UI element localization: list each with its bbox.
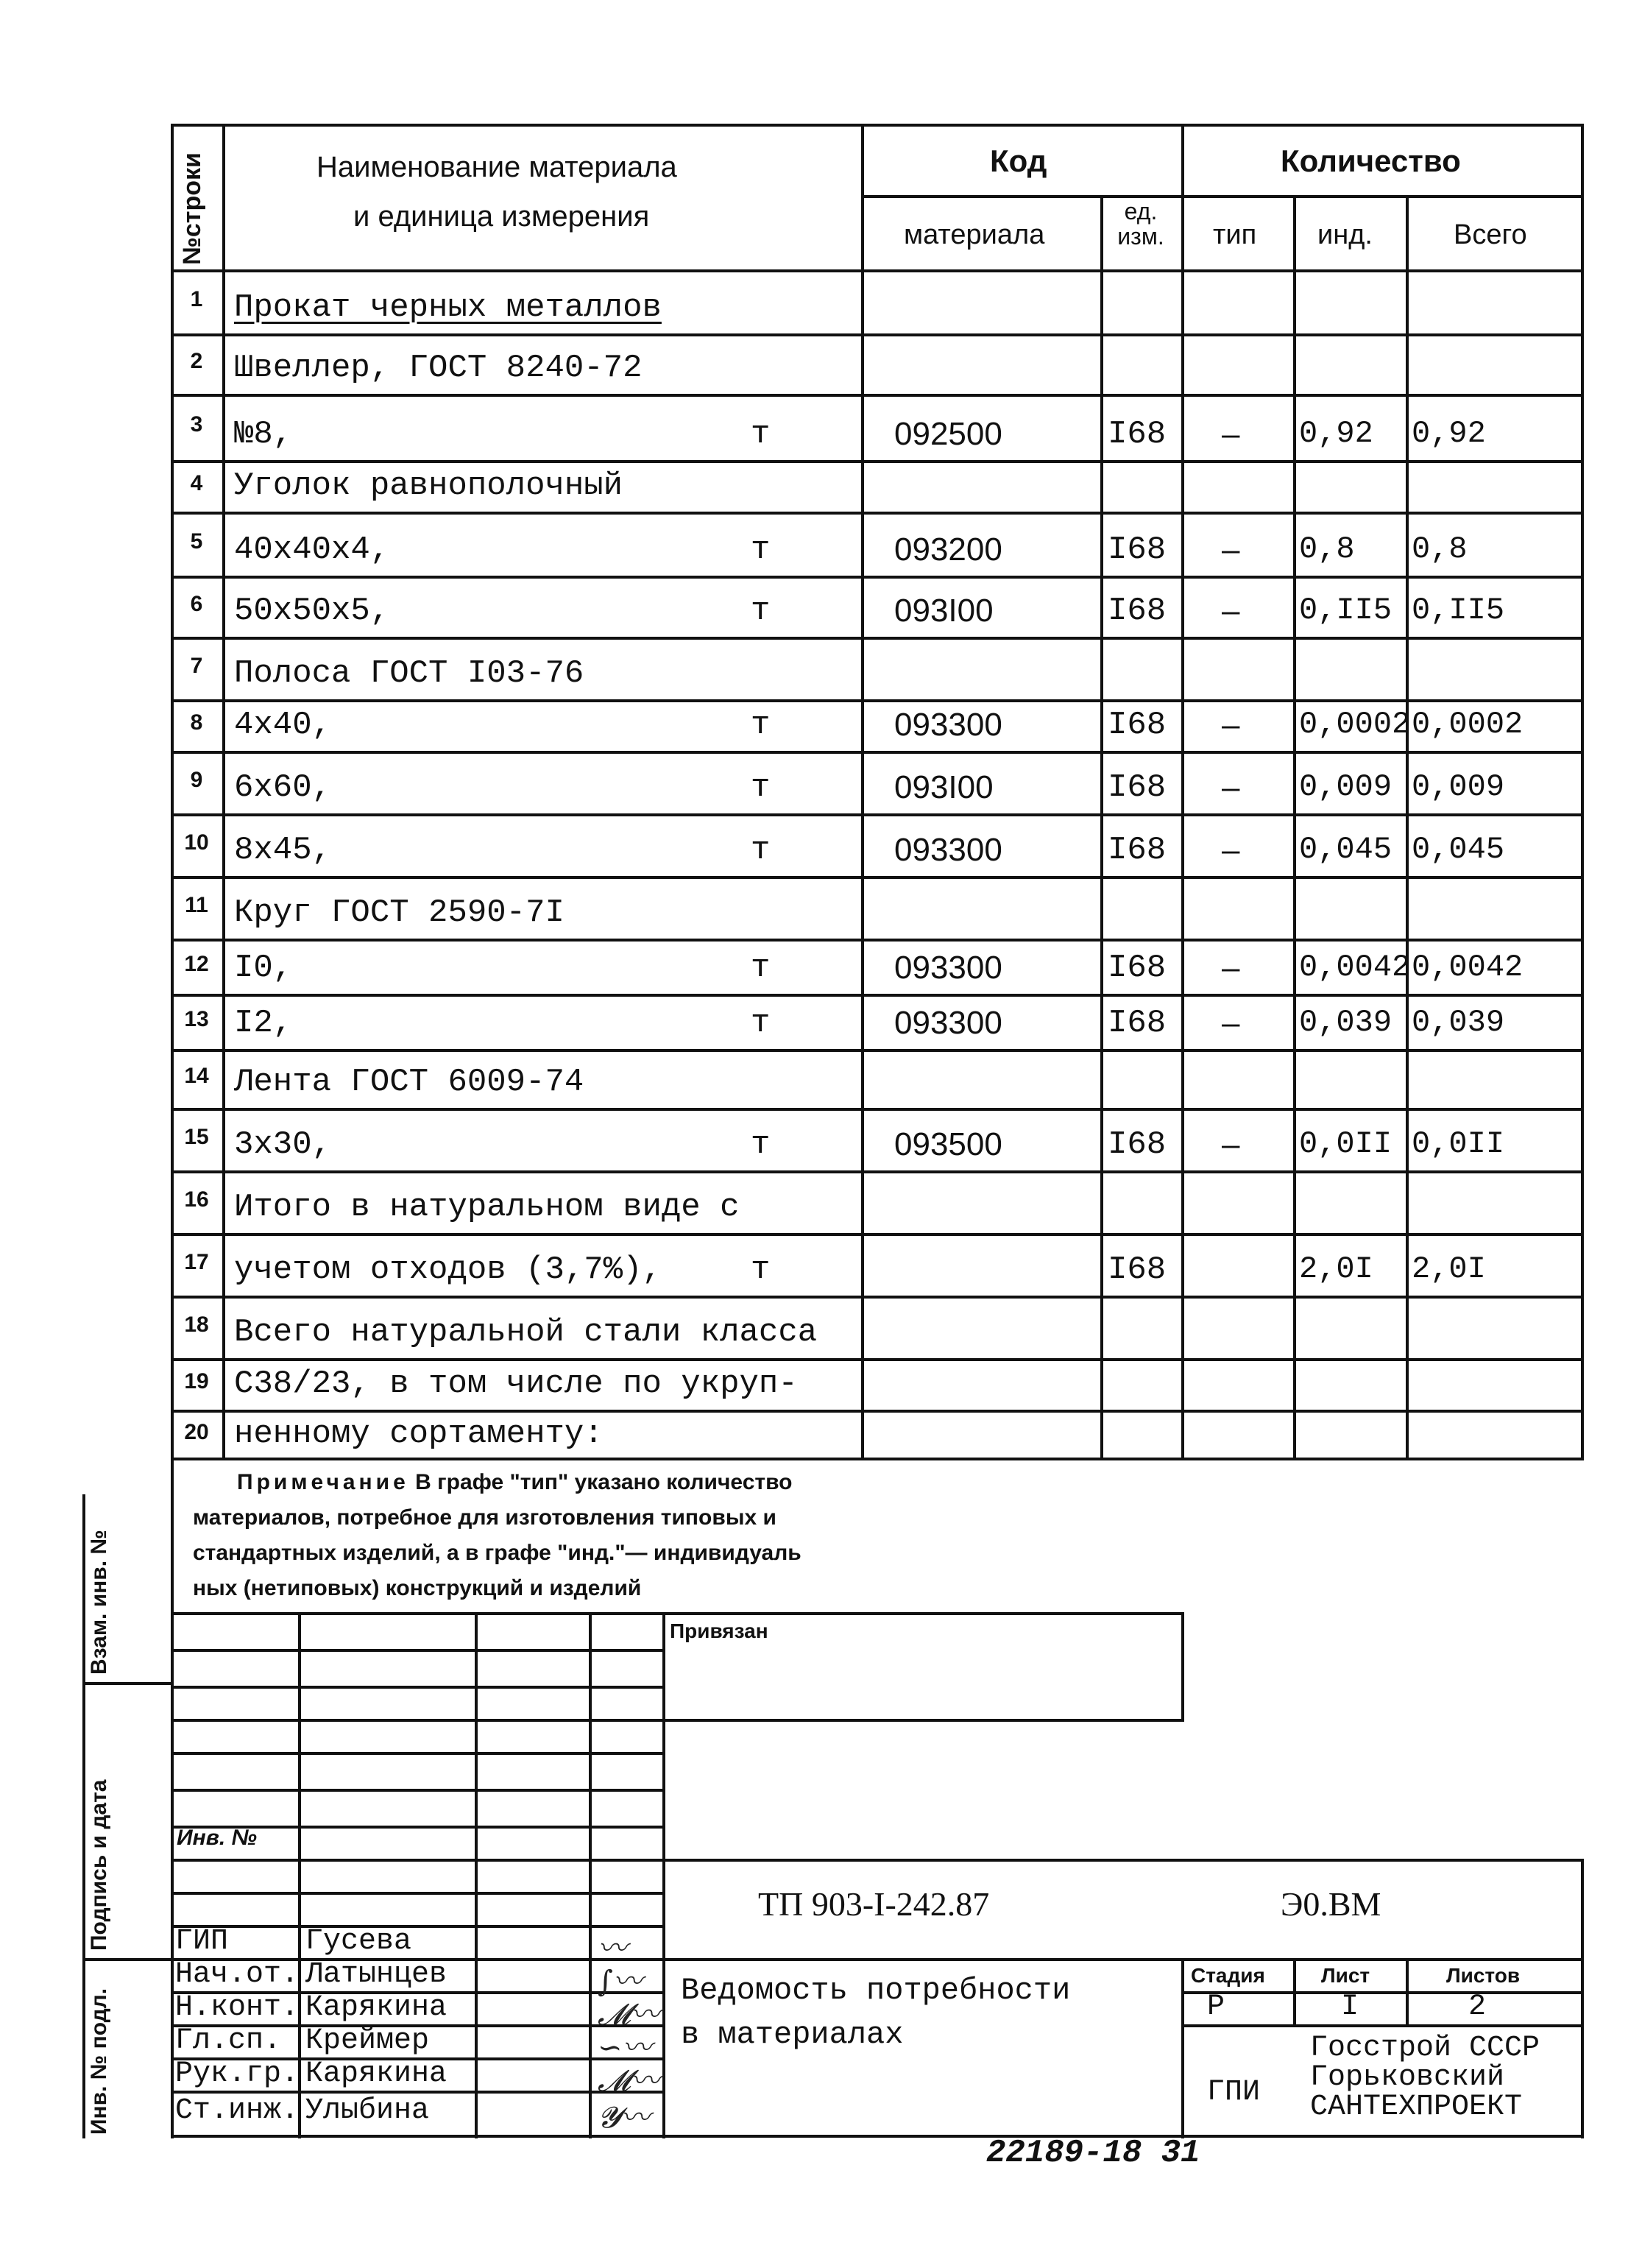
- material-name: 8x45,: [234, 832, 332, 869]
- qty-ind: 0,0002: [1299, 707, 1411, 742]
- unit-code: I68: [1108, 416, 1167, 453]
- unit-code: I68: [1108, 769, 1167, 806]
- signer-role: ГИП: [175, 1925, 229, 1958]
- signer-name: Карякина: [305, 1991, 447, 2024]
- material-unit: т: [751, 950, 771, 986]
- material-name: №8,: [234, 416, 293, 453]
- material-code: 093300: [894, 950, 1002, 986]
- side-inv-podl: Инв. № подл.: [87, 1988, 111, 2135]
- signer-name: Гусева: [305, 1925, 412, 1958]
- signer-role: Гл.сп.: [175, 2024, 282, 2057]
- material-code: 093300: [894, 707, 1002, 743]
- row-number: 13: [184, 1006, 209, 1031]
- material-code: 093I00: [894, 593, 994, 629]
- signature-kreymer: ∽〰: [598, 2031, 652, 2065]
- row-number-header: №строки: [178, 152, 206, 265]
- code-header: Код: [990, 144, 1047, 178]
- signer-name: Карякина: [305, 2057, 447, 2091]
- row-number: 19: [184, 1369, 209, 1393]
- material-name: 40x40x4,: [234, 531, 390, 568]
- document-code: ТП 903-I-242.87: [758, 1885, 990, 1923]
- material-name: Итого в натуральном виде с: [234, 1189, 740, 1226]
- signature-ulybina: 𝓨〰: [598, 2101, 651, 2135]
- code-material-header: материала: [904, 219, 1045, 250]
- note-line3: стандартных изделий, а в графе "инд."— индивидуаль: [193, 1541, 801, 1565]
- material-name: Лента ГОСТ 6009-74: [234, 1064, 584, 1101]
- qty-total: 0,039: [1412, 1005, 1505, 1040]
- signer-role: Н.конт.: [175, 1991, 300, 2024]
- material-unit: т: [751, 593, 771, 629]
- footer-number: 22189-18 31: [986, 2135, 1200, 2172]
- material-unit: т: [751, 1126, 771, 1163]
- material-name: 3x30,: [234, 1126, 332, 1163]
- qty-type: –: [1222, 950, 1240, 986]
- material-name: Прокат черных металлов: [234, 289, 662, 326]
- qty-type: –: [1222, 832, 1240, 868]
- qty-ind: 0,92: [1299, 416, 1373, 451]
- org-line1: Госстрой СССР: [1310, 2032, 1540, 2065]
- stage-value: Р: [1207, 1990, 1225, 2024]
- signature-latyntsev: ∫〰: [598, 1965, 643, 1999]
- org-prefix: ГПИ: [1207, 2076, 1261, 2109]
- qty-total: 0,8: [1412, 531, 1468, 567]
- stage-label: Стадия: [1191, 1964, 1265, 1987]
- unit-code: I68: [1108, 531, 1167, 568]
- qty-total: 0,045: [1412, 832, 1505, 867]
- qty-total: 0,009: [1412, 769, 1505, 805]
- qty-total: 0,0002: [1412, 707, 1524, 742]
- material-name: Круг ГОСТ 2590-7I: [234, 894, 565, 931]
- note-lead: Примечание: [237, 1470, 409, 1494]
- document-title-line2: в материалах: [681, 2017, 904, 2052]
- inv-no-label: Инв. №: [177, 1826, 257, 1850]
- privyazan-label: Привязан: [670, 1619, 768, 1642]
- qty-total: 0,II5: [1412, 593, 1505, 628]
- row-number: 1: [190, 286, 203, 311]
- material-code: 093300: [894, 832, 1002, 868]
- signer-name: Креймер: [305, 2024, 430, 2057]
- material-unit: т: [751, 531, 771, 568]
- qty-type: –: [1222, 707, 1240, 743]
- signer-role: Рук.гр.: [175, 2057, 300, 2091]
- qty-ind: 0,0II: [1299, 1126, 1392, 1162]
- row-number: 10: [184, 830, 209, 855]
- qty-ind: 2,0I: [1299, 1251, 1373, 1287]
- unit-code: I68: [1108, 1126, 1167, 1163]
- material-name: 4x40,: [234, 707, 332, 743]
- material-name: I0,: [234, 950, 293, 986]
- material-name: Швеллер, ГОСТ 8240-72: [234, 350, 643, 386]
- row-number: 7: [190, 653, 203, 678]
- material-name: Уголок равнополочный: [234, 467, 623, 504]
- qty-type: –: [1222, 769, 1240, 805]
- side-podpis: Подпись и дата: [87, 1779, 111, 1951]
- sheet-value: I: [1341, 1990, 1359, 2024]
- row-number: 20: [184, 1420, 209, 1444]
- note-line4: ных (нетиповых) конструкций и изделий: [193, 1576, 642, 1600]
- sheets-value: 2: [1468, 1990, 1487, 2024]
- unit-code: I68: [1108, 832, 1167, 869]
- signer-role: Ст.инж.: [175, 2094, 300, 2127]
- row-number: 6: [190, 591, 203, 616]
- row-number: 5: [190, 529, 203, 554]
- qty-ind: 0,8: [1299, 531, 1355, 567]
- quantity-header: Количество: [1281, 144, 1461, 178]
- material-name: Полоса ГОСТ I03-76: [234, 655, 584, 692]
- unit-code: I68: [1108, 1005, 1167, 1042]
- note-line2: материалов, потребное для изготовления типовых и: [193, 1505, 776, 1530]
- material-name: I2,: [234, 1005, 293, 1042]
- row-number: 4: [190, 471, 203, 495]
- qty-type-header: тип: [1213, 219, 1257, 250]
- material-code: 093500: [894, 1126, 1002, 1162]
- material-code: 093200: [894, 531, 1002, 568]
- material-name: ненному сортаменту:: [234, 1416, 604, 1452]
- signer-name: Латынцев: [305, 1958, 447, 1991]
- unit-code: I68: [1108, 1251, 1167, 1288]
- qty-type: –: [1222, 1005, 1240, 1041]
- qty-ind-header: инд.: [1317, 219, 1373, 250]
- row-number: 14: [184, 1064, 209, 1088]
- unit-header: и единица измерения: [353, 200, 650, 233]
- signer-name: Улыбина: [305, 2094, 430, 2127]
- org-line2: Горьковский: [1310, 2061, 1505, 2094]
- document-title-line1: Ведомость потребности: [681, 1973, 1071, 2008]
- material-name: учетом отходов (3,7%),: [234, 1251, 662, 1288]
- qty-total: 0,92: [1412, 416, 1486, 451]
- signature-karyakina-1: 𝓜〰: [598, 1998, 660, 2032]
- qty-ind: 0,009: [1299, 769, 1392, 805]
- material-unit: т: [751, 416, 771, 453]
- material-name: 50x50x5,: [234, 593, 390, 629]
- unit-code: I68: [1108, 593, 1167, 629]
- qty-ind: 0,045: [1299, 832, 1392, 867]
- qty-type: –: [1222, 531, 1240, 568]
- org-line3: САНТЕХПРОЕКТ: [1310, 2091, 1523, 2124]
- row-number: 9: [190, 767, 203, 792]
- row-number: 17: [184, 1249, 209, 1274]
- material-code: 093I00: [894, 769, 994, 805]
- qty-total-header: Всего: [1454, 219, 1527, 250]
- qty-ind: 0,039: [1299, 1005, 1392, 1040]
- signature-karyakina-2: 𝓜〰: [598, 2064, 660, 2098]
- row-number: 12: [184, 951, 209, 976]
- sheets-label: Листов: [1446, 1964, 1521, 1987]
- qty-total: 2,0I: [1412, 1251, 1486, 1287]
- note: [193, 1465, 801, 1606]
- material-unit: т: [751, 769, 771, 806]
- material-name: 6x60,: [234, 769, 332, 806]
- row-number: 3: [190, 412, 203, 437]
- sheet-label: Лист: [1321, 1964, 1370, 1987]
- code-unit-header: ед. изм.: [1117, 198, 1164, 250]
- row-number: 2: [190, 349, 203, 373]
- material-unit: т: [751, 1005, 771, 1042]
- unit-code: I68: [1108, 707, 1167, 743]
- side-vzam-inv: Взам. инв. №: [87, 1530, 111, 1675]
- note-line1: В графе "тип" указано количество: [415, 1470, 793, 1494]
- qty-type: –: [1222, 416, 1240, 452]
- signer-role: Нач.от.: [175, 1958, 300, 1991]
- signature-gusev: 〰: [598, 1932, 627, 1965]
- row-number: 8: [190, 710, 203, 735]
- row-number: 18: [184, 1312, 209, 1337]
- unit-code: I68: [1108, 950, 1167, 986]
- qty-total: 0,0II: [1412, 1126, 1505, 1162]
- row-number: 16: [184, 1187, 209, 1212]
- qty-type: –: [1222, 1126, 1240, 1162]
- row-number: 15: [184, 1124, 209, 1149]
- qty-total: 0,0042: [1412, 950, 1524, 985]
- material-unit: т: [751, 707, 771, 743]
- material-unit: т: [751, 832, 771, 869]
- document-mark: Э0.ВМ: [1281, 1885, 1381, 1923]
- qty-ind: 0,0042: [1299, 950, 1411, 985]
- material-unit: т: [751, 1251, 771, 1288]
- material-code: 092500: [894, 416, 1002, 452]
- name-header: Наименование материала: [316, 151, 677, 183]
- material-name: С38/23, в том числе по укруп-: [234, 1366, 798, 1402]
- row-number: 11: [185, 892, 208, 917]
- qty-ind: 0,II5: [1299, 593, 1392, 628]
- qty-type: –: [1222, 593, 1240, 629]
- material-name: Всего натуральной стали класса: [234, 1314, 818, 1351]
- material-code: 093300: [894, 1005, 1002, 1041]
